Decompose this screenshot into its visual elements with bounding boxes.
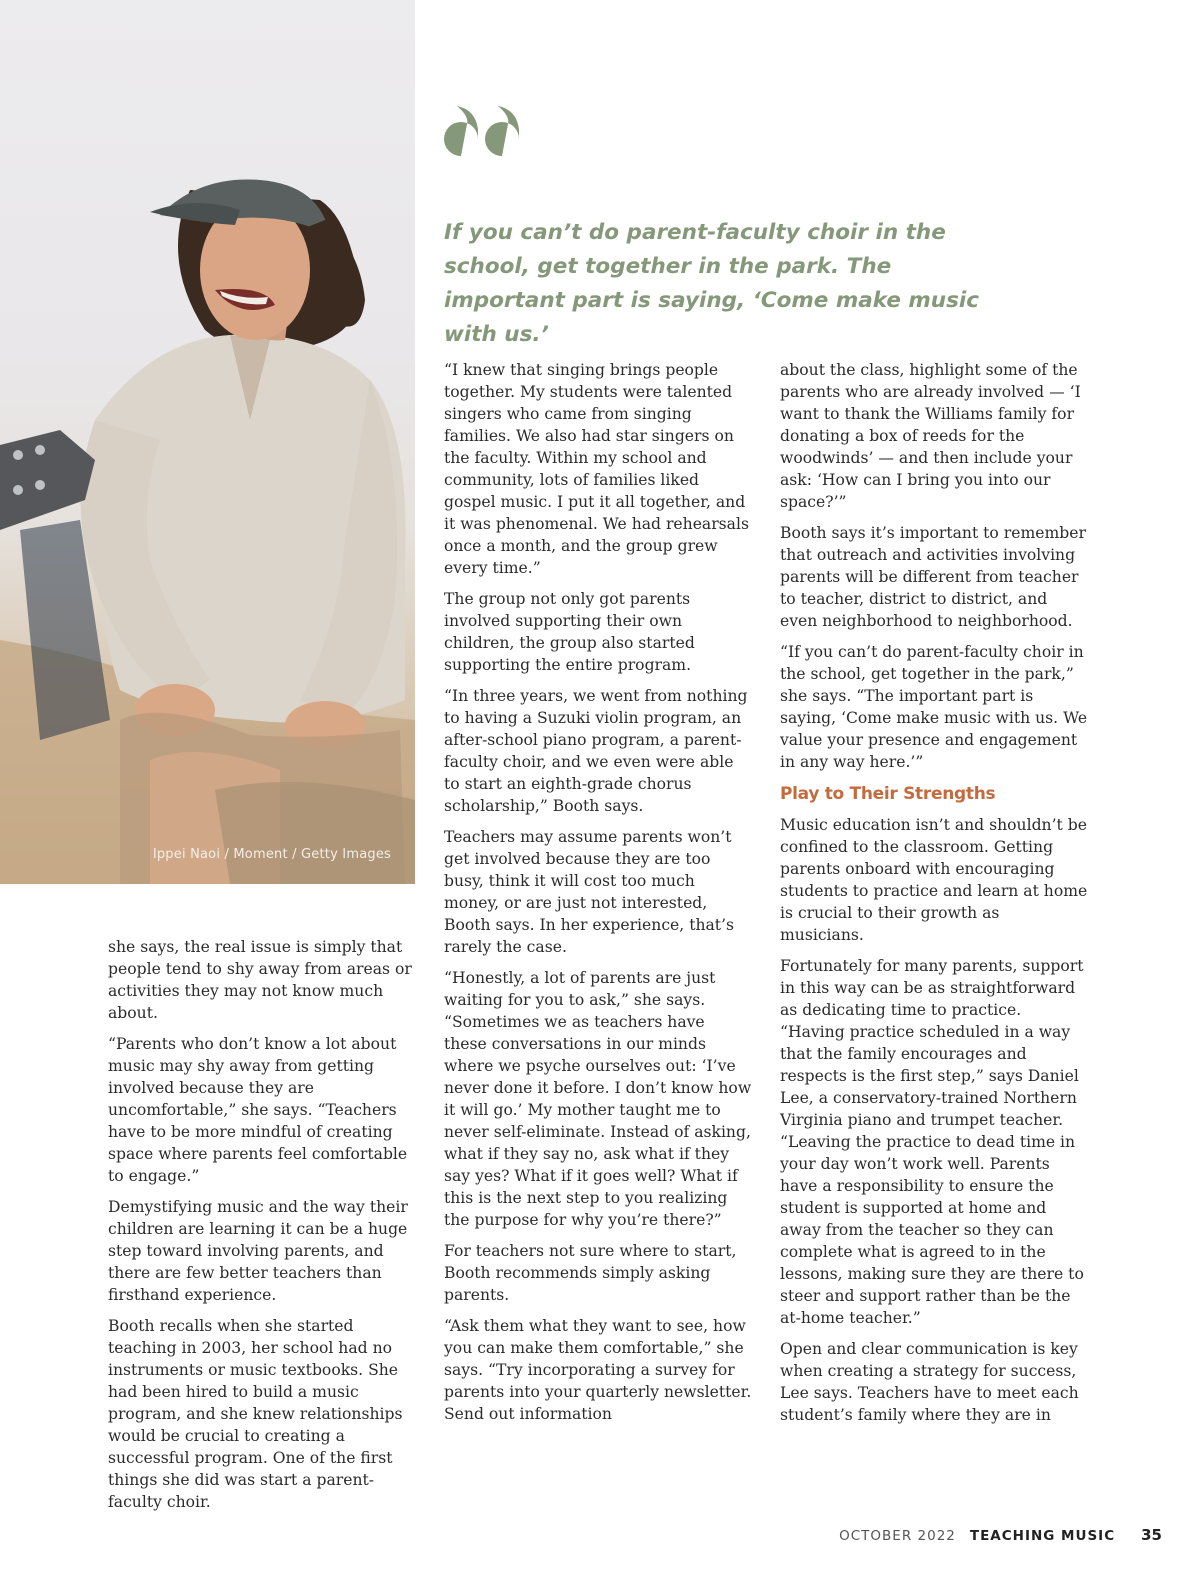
pull-quote: If you can’t do parent-faculty choir in the school, get together in the park. The important part is saying, ‘Come make music with us.’ [444, 220, 980, 347]
paragraph: “I knew that singing brings people together. My students were talented singers who came from singing families. We also had star singers on the faculty. Within my school and community, lots of families liked gospel music. I put it all together, and it was phenomenal. We had rehearsals once a month, and the group grew every time.” [444, 361, 749, 577]
paragraph: “Honestly, a lot of parents are just waiting for you to ask,” she says. “Sometimes we as teachers have these conversations in our minds where we psyche ourselves out: ‘I’ve never done it before. I don’t know how it will go.’ My mother taught me to never self-eliminate. Instead of asking, what if they say no, ask what if they say yes? What if it goes well? What if this is the next step to you realizing the purpose for why you’re there?” [444, 969, 752, 1229]
paragraph: Music education isn’t and shouldn’t be confined to the classroom. Getting parents onboard with encouraging students to practice and learn at home is crucial to their growth as musicians. [780, 816, 1088, 944]
page-number: 35 [1141, 1526, 1162, 1544]
paragraph: Open and clear communication is key when creating a strategy for success, Lee says. Teachers have to meet each student’s family where they are in [780, 1340, 1079, 1424]
photo-credit: Ippei Naoi / Moment / Getty Images [152, 847, 391, 862]
paragraph: she says, the real issue is simply that people tend to shy away from areas or activities they may not know much about. [108, 938, 412, 1022]
magazine-name: TEACHING MUSIC [969, 1528, 1116, 1544]
paragraph: Demystifying music and the way their children are learning it can be a huge step toward involving parents, and there are few better teachers than firsthand experience. [108, 1198, 408, 1304]
quote-mark-icon [443, 104, 523, 156]
text-column-2 [444, 359, 752, 1434]
text-column-1 [108, 936, 420, 1522]
paragraph: Booth recalls when she started teaching in 2003, her school had no instruments or music textbooks. She had been hired to build a music program, and she knew relationships would be crucial to creating a successful program. One of the first things she did was start a parent-faculty choir. [108, 1317, 403, 1511]
paragraph: “If you can’t do parent-faculty choir in the school, get together in the park,” she says. “The important part is saying, ‘Come make music with us. We value your presence and engagement in any way here.’” [780, 643, 1088, 771]
paragraph: “Parents who don’t know a lot about music may shy away from getting involved because they are uncomfortable,” she says. “Teachers have to be more mindful of creating space where parents feel comfortable to engage.” [108, 1035, 408, 1185]
text-column-3 [780, 359, 1088, 1435]
laughing-musician-illustration [0, 0, 415, 884]
paragraph: The group not only got parents involved supporting their own children, the group also started supporting the entire program. [444, 590, 695, 674]
paragraph: For teachers not sure where to start, Booth recommends simply asking parents. [444, 1242, 737, 1304]
paragraph: “Ask them what they want to see, how you can make them comfortable,” she says. “Try incorporating a survey for parents into your quarterly newsletter. Send out information [444, 1317, 752, 1423]
paragraph: Booth says it’s important to remember that outreach and activities involving parents will be different from teacher to teacher, district to district, and even neighborhood to neighborhood. [780, 524, 1086, 630]
paragraph: Teachers may assume parents won’t get involved because they are too busy, think it will cost too much money, or are just not interested, Booth says. In her experience, that’s rarely the case. [444, 828, 735, 956]
section-heading: Play to Their Strengths [780, 784, 996, 804]
issue-date: OCTOBER 2022 [839, 1528, 956, 1544]
paragraph: “In three years, we went from nothing to having a Suzuki violin program, an after-school piano program, a parent-faculty choir, and we even were able to start an eighth-grade chorus scholarship,” Booth says. [444, 687, 748, 815]
paragraph: Fortunately for many parents, support in this way can be as straightforward as dedicating time to practice. “Having practice scheduled in a way that the family encourages and respects is the first step,” says Daniel Lee, a conservatory-trained Northern Virginia piano and trumpet teacher. “Leaving the practice to dead time in your day won’t work well. Parents have a responsibility to ensure the student is supported at home and away from the teacher so they can complete what is agreed to in the lessons, making sure they are there to steer and support rather than be the at-home teacher.” [780, 957, 1084, 1327]
hero-photo [0, 0, 415, 884]
page-footer [839, 1526, 1162, 1544]
paragraph: about the class, highlight some of the parents who are already involved — ‘I want to thank the Williams family for donating a box of reeds for the woodwinds’ — and then include your ask: ‘How can I bring you into our space?’” [780, 361, 1081, 511]
